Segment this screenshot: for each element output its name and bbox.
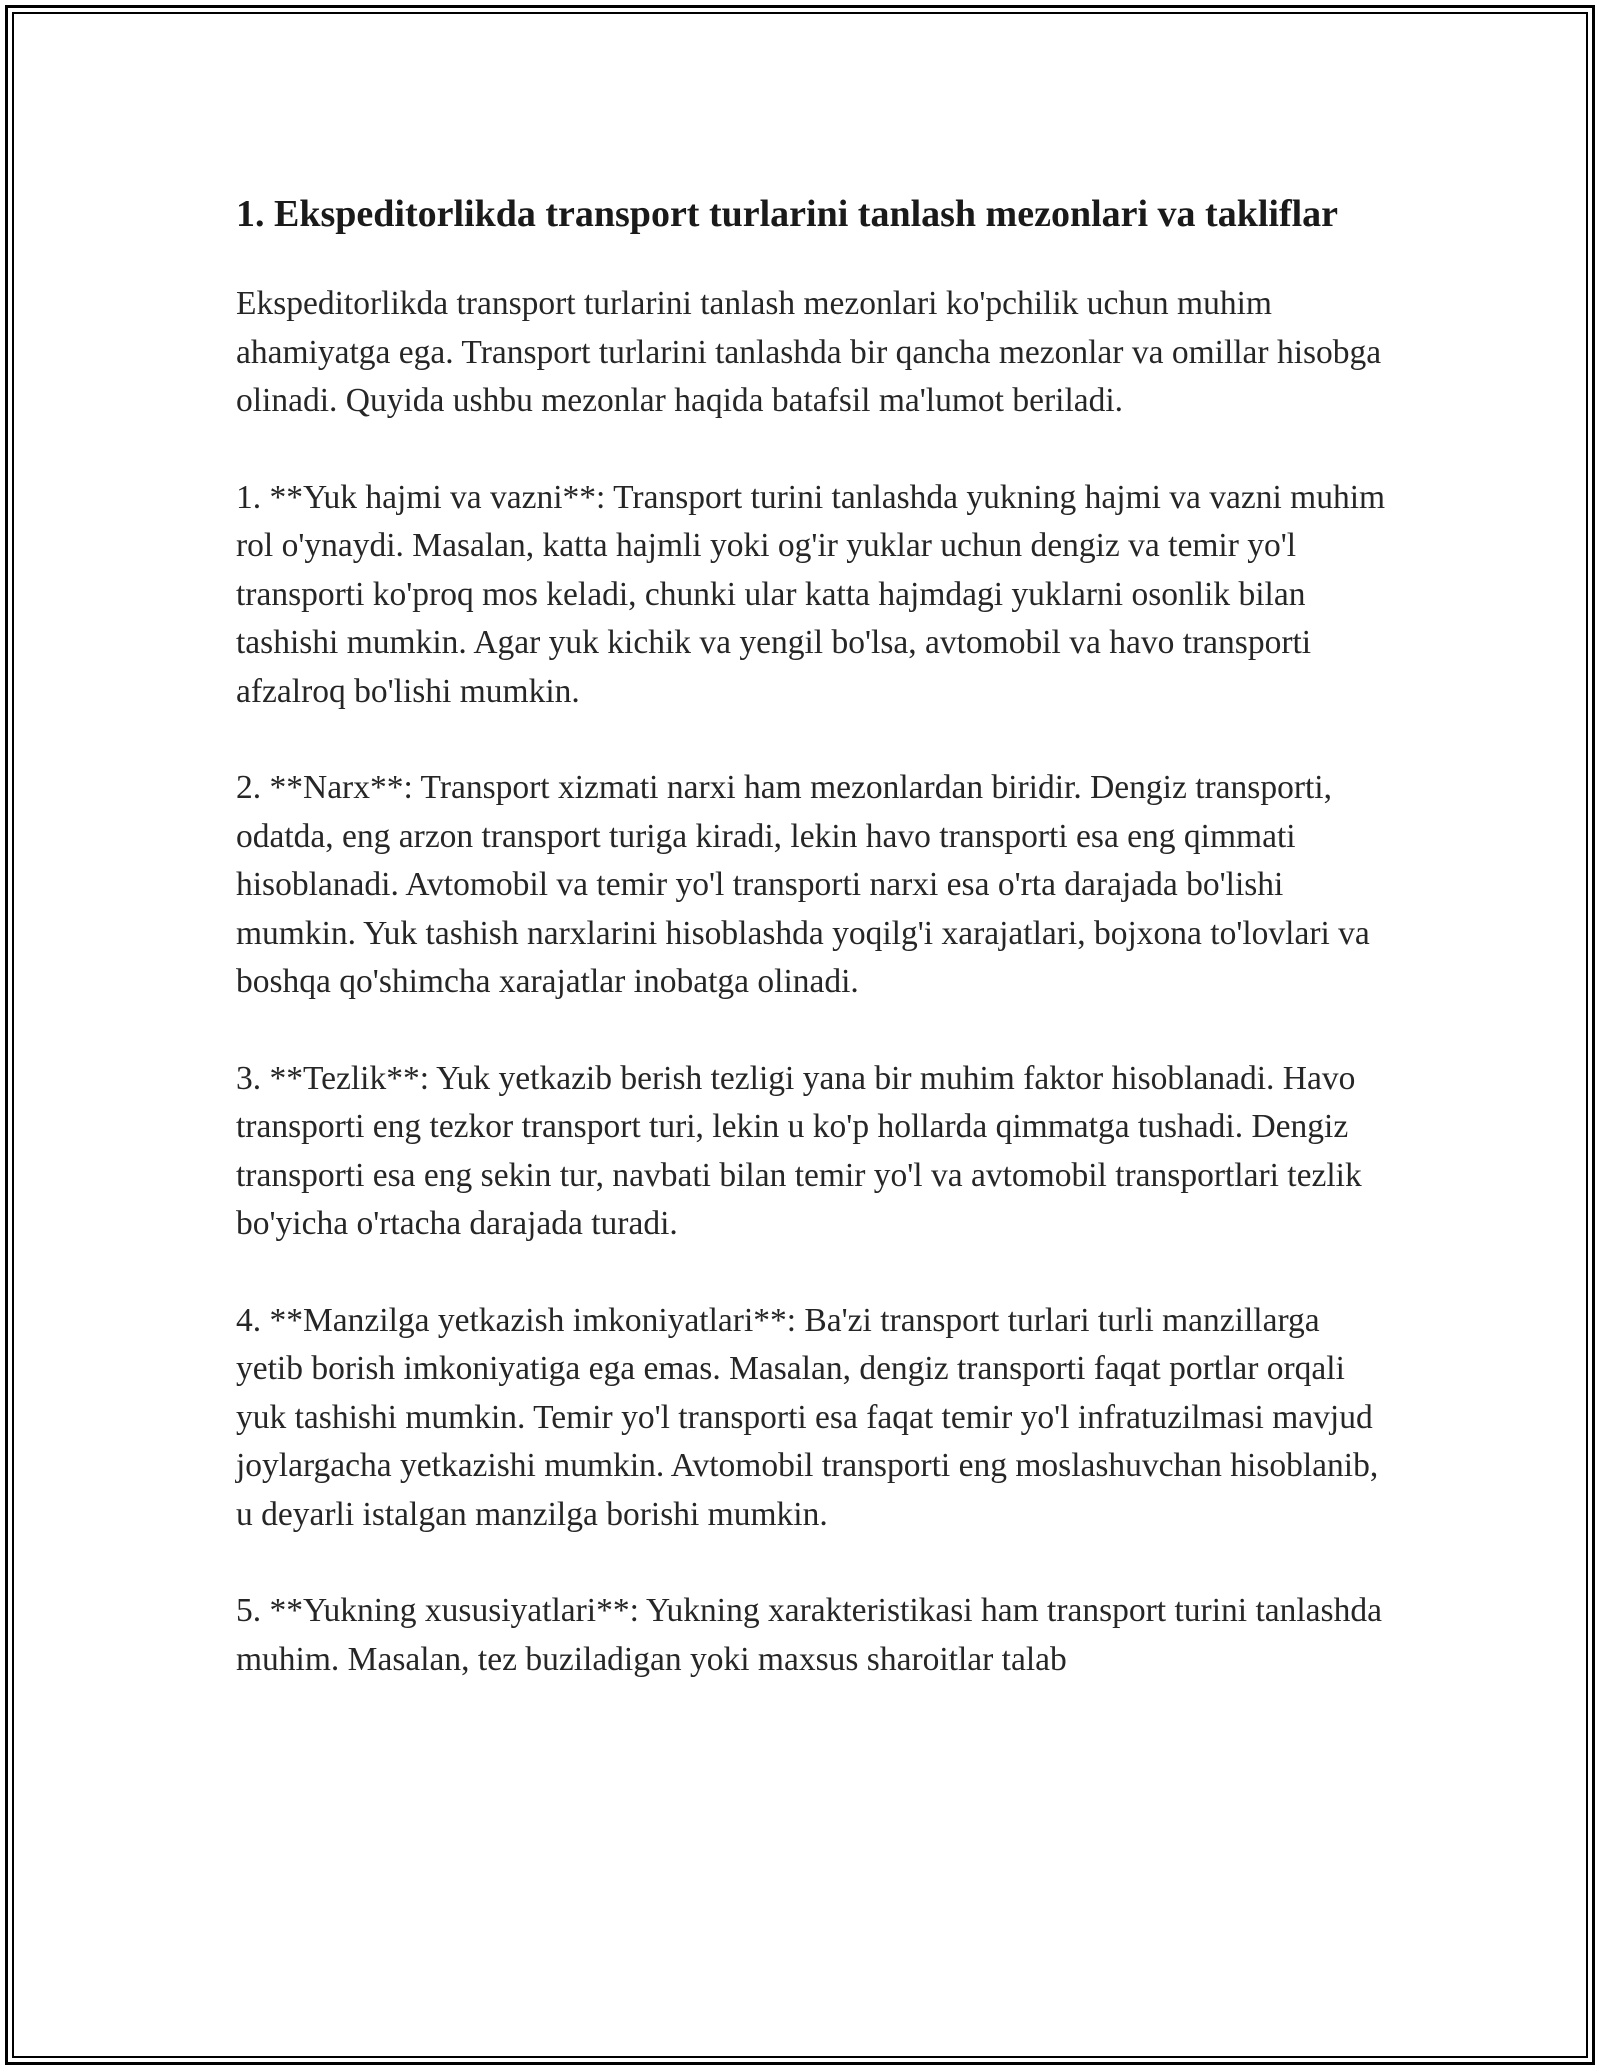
criterion-paragraph-price: 2. **Narx**: Transport xizmati narxi ham mezonlardan biridir. Dengiz transporti, odatda, eng arzon transport turiga kiradi, lekin havo transporti esa eng qimmati hisoblanadi. Avtomobil va temir yo'l transporti narxi esa o'rta darajada bo'lishi mumkin. Yuk tashish narxlarini hisoblashda yoqilg'i xarajatlari, bojxona to'lovlari va boshqa qo'shimcha xarajatlar inobatga olinadi. <box>236 769 1370 1000</box>
document-title: 1. Ekspeditorlikda transport turlarini tanlash mezonlari va takliflar <box>236 193 1339 235</box>
criterion-paragraph-speed: 3. **Tezlik**: Yuk yetkazib berish tezligi yana bir muhim faktor hisoblanadi. Havo transporti eng tezkor transport turi, lekin u ko'p hollarda qimmatga tushadi. Dengiz transporti esa eng sekin tur, navbati bilan temir yo'l va avtomobil transportlari tezlik bo'yicha o'rtacha darajada turadi. <box>236 1059 1362 1242</box>
criterion-paragraph-cargo-properties: 5. **Yukning xususiyatlari**: Yukning xarakteristikasi ham transport turini tanlashda muhim. Masalan, tez buziladigan yoki maxsus sharoitlar talab <box>236 1592 1382 1678</box>
criterion-paragraph-cargo-volume: 1. **Yuk hajmi va vazni**: Transport turini tanlashda yukning hajmi va vazni muhim rol o'ynaydi. Masalan, katta hajmli yoki og'ir yuklar uchun dengiz va temir yo'l transporti ko'proq mos keladi, chunki ular katta hajmdagi yuklarni osonlik bilan tashishi mumkin. Agar yuk kichik va yengil bo'lsa, avtomobil va havo transporti afzalroq bo'lishi mumkin. <box>236 478 1386 710</box>
document-body <box>236 186 1386 1732</box>
criterion-paragraph-destination: 4. **Manzilga yetkazish imkoniyatlari**: Ba'zi transport turlari turli manzillarga yetib borish imkoniyatiga ega emas. Masalan, dengiz transporti faqat portlar orqali yuk tashishi mumkin. Temir yo'l transporti esa faqat temir yo'l infratuzilmasi mavjud joylargacha yetkazishi mumkin. Avtomobil transporti eng moslashuvchan hisoblanib, u deyarli istalgan manzilga borishi mumkin. <box>236 1301 1379 1533</box>
intro-paragraph: Ekspeditorlikda transport turlarini tanlash mezonlari ko'pchilik uchun muhim ahamiyatga ega. Transport turlarini tanlashda bir qancha mezonlar va omillar hisobga olinadi. Quyida ushbu mezonlar haqida batafsil ma'lumot beriladi. <box>236 285 1382 419</box>
